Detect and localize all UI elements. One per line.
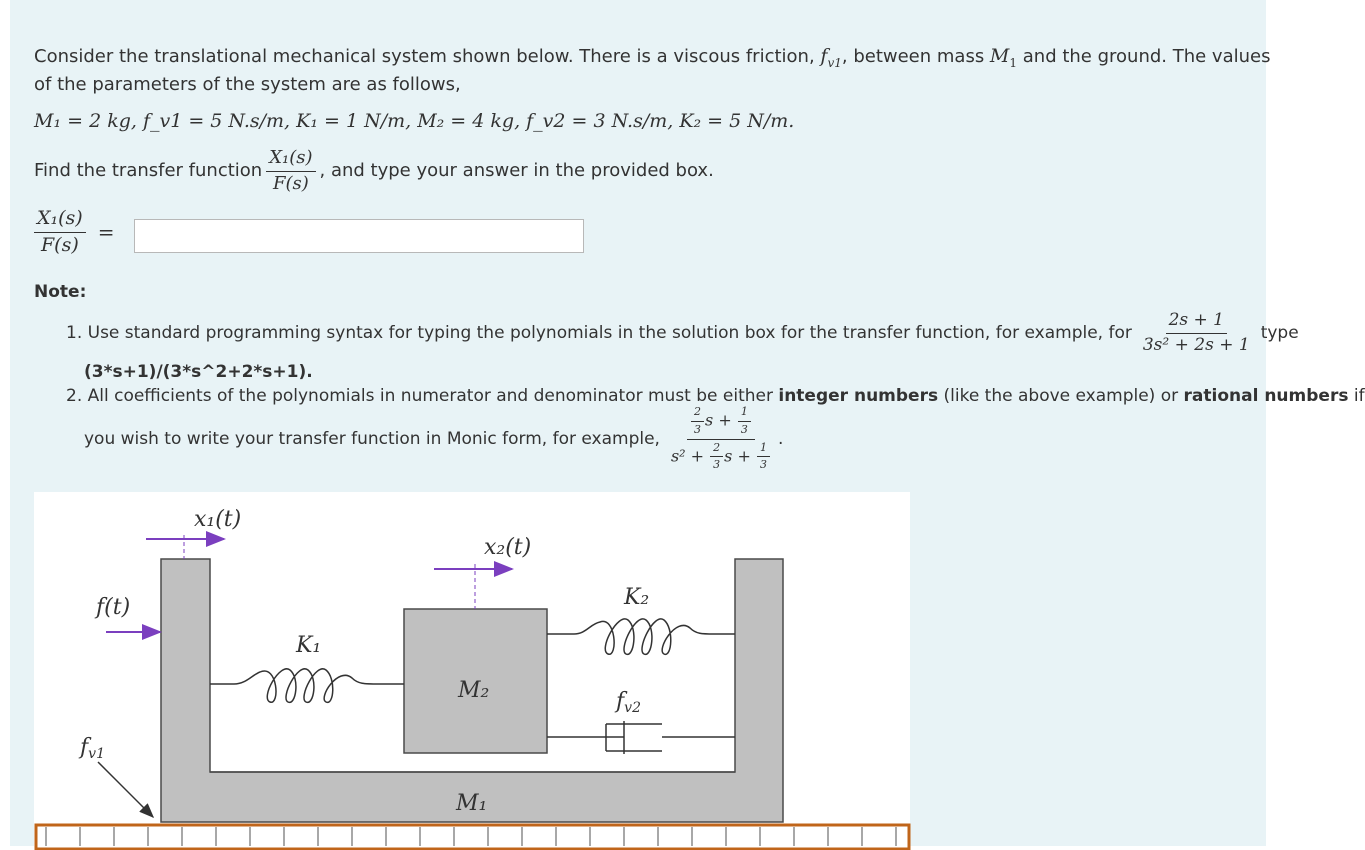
x1-label: x₁(t) xyxy=(194,507,242,532)
example-fraction: $\frac{2s + 1}{\text{3s² + 2s + 1}}$ xyxy=(1142,309,1250,355)
mechanical-system-figure xyxy=(34,492,910,846)
k1-label: K₁ xyxy=(296,633,322,658)
x2-label: x₂(t) xyxy=(484,535,532,560)
answer-tf-label: $\frac{\text{X₁(s)}}{F(s)}$ = xyxy=(34,208,114,257)
m2-label: M₂ xyxy=(458,678,490,703)
parameter-list: M₁ = 2 kg, f_v1 = 5 N.s/m, K₁ = 1 N/m, M₂ = 4 kg, f_v2 = 3 N.s/m, K₂ = 5 N/m. xyxy=(34,110,795,132)
mechanical-diagram xyxy=(34,492,910,846)
monic-example-fraction: $\frac{2}{3}$ s + $\frac{1}{3}$ s² + $\frac{2}{3}$ s + $\frac{1}{3}$ xyxy=(668,406,774,472)
fv2-label: fv2 xyxy=(616,689,641,716)
damper-fv2 xyxy=(547,721,735,754)
fv1-pointer xyxy=(98,762,153,817)
k2-label: K₂ xyxy=(624,585,650,610)
answer-input[interactable] xyxy=(134,219,584,253)
note-item-2-line-2: you wish to write your transfer function in Monic form, for example, $\frac{2}{3}$ s + $\frac{1}{3}$ s² + $\frac{2}{3}$ s + $\frac{1}{3}$ . xyxy=(84,405,784,472)
spring-k2 xyxy=(547,619,735,654)
m1-label: M₁ xyxy=(456,791,488,816)
x1-arrow xyxy=(146,535,224,559)
note-item-2: 2. All coefficients of the polynomials in numerator and denominator must be either integer numbers (like the above example) or rational numbers if xyxy=(66,386,1365,406)
force-label: f(t) xyxy=(96,595,131,620)
instruction-tf-fraction: $\frac{\text{X₁(s)}}{F(s)}$ xyxy=(266,148,315,194)
intro-line-2: of the parameters of the system are as follows, xyxy=(34,74,461,95)
note-item-1-code: (3*s+1)/(3*s^2+2*s+1). xyxy=(84,362,313,382)
find-instruction: Find the transfer function $\frac{\text{X₁(s)}}{F(s)}$ , and type your answer in the provided box. xyxy=(34,146,714,194)
note-item-1: 1. Use standard programming syntax for typing the polynomials in the solution box for the transfer function, for example, for $\frac{2s + 1}{\text{3s² + 2s + 1}}$ type xyxy=(66,309,1299,355)
intro-line-1: Consider the translational mechanical system shown below. There is a viscous friction, $f_{v1}$, between mass $M_1$ and the ground. The values xyxy=(34,45,1271,70)
spring-k1 xyxy=(210,669,404,703)
note-heading: Note: xyxy=(34,282,87,302)
x2-arrow xyxy=(434,564,512,609)
ground xyxy=(36,825,909,849)
fv1-label: fv1 xyxy=(80,735,105,762)
